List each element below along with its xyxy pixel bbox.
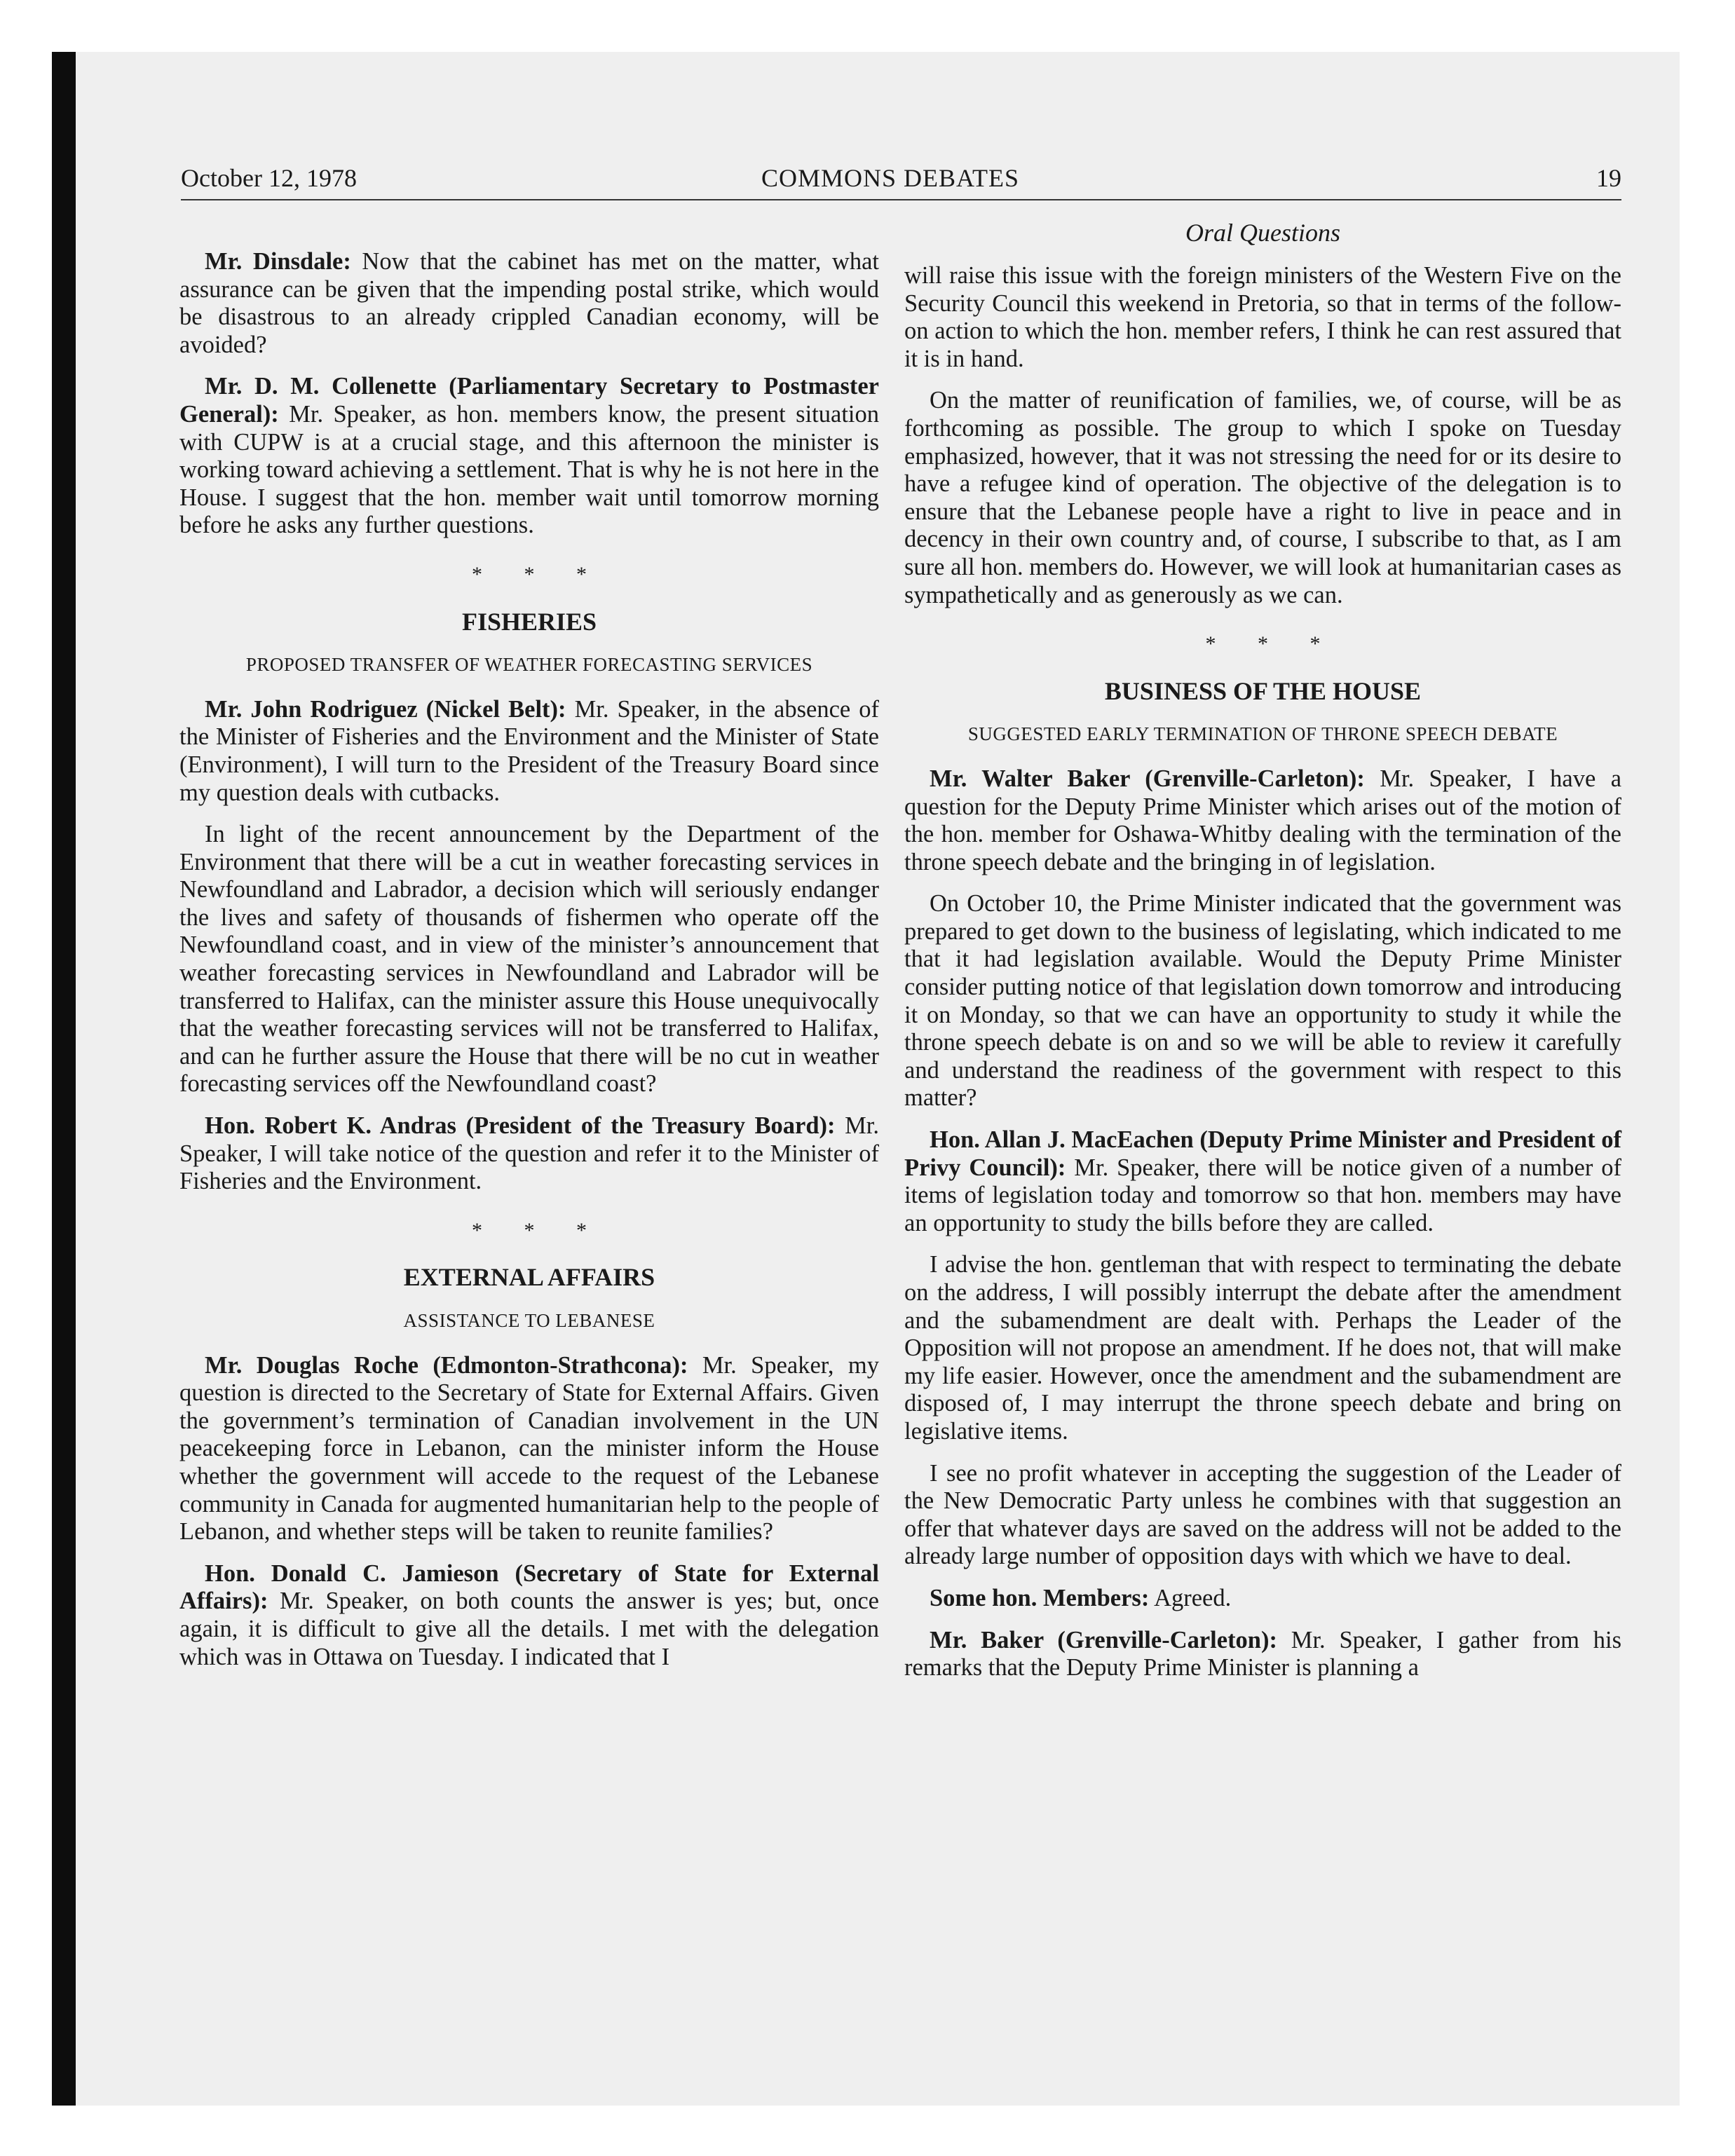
paragraph	[904, 1126, 1621, 1237]
paragraph-continued: will raise this issue with the foreign ministers of the Western Five on the Security Council this weekend in Pretoria, so that in terms of the follow-on action to which the hon. member refers, I think he can rest assured that it is in hand.	[904, 262, 1621, 372]
left-column	[179, 248, 879, 1685]
speech-text: Mr. Speaker, I gather from his remarks that the Deputy Prime Minister is planning a	[904, 1626, 1621, 1681]
paragraph	[179, 248, 879, 359]
section-separator: * * *	[472, 1218, 605, 1242]
speaker-name: Hon. Donald C. Jamieson (Secretary of State for External Affairs):	[179, 1560, 879, 1615]
speech-text: Mr. Speaker, there will be notice given of a number of items of legislation today and tomorrow so that hon. members may have an opportunity to study the bills before they are called.	[904, 1154, 1621, 1236]
speech-text: Now that the cabinet has met on the matter, what assurance can be given that the impending postal strike, which would be disastrous to an already crippled Canadian economy, will be avoided?	[179, 248, 879, 358]
subsection-heading: PROPOSED TRANSFER OF WEATHER FORECASTING SERVICES	[245, 654, 813, 676]
paragraph	[179, 1352, 879, 1546]
speaker-name: Mr. John Rodriguez (Nickel Belt):	[205, 695, 566, 723]
paragraph	[179, 1112, 879, 1196]
header-title: COMMONS DEBATES	[761, 164, 1020, 192]
paragraph: I advise the hon. gentleman that with respect to terminating the debate on the address, I will possibly interrupt the debate after the amendment and the subamendment are dealt with. Perhaps the Leader of the Opposition will not propose an amendment. If he does not, that will make my life easier. However, once the amendment and the subamendment are disposed of, I may interrupt the throne speech debate and bring on legislative items.	[904, 1251, 1621, 1445]
speech-text: Mr. Speaker, I have a question for the Deputy Prime Minister which arises out of the motion of the hon. member for Oshawa-Whitby dealing with the termination of the throne speech debate and the bringing in of legislation.	[904, 765, 1622, 875]
speaker-name: Mr. Walter Baker (Grenville-Carleton):	[930, 765, 1365, 792]
running-head: Oral Questions	[1185, 219, 1340, 247]
section-heading: EXTERNAL AFFAIRS	[403, 1263, 655, 1292]
speaker-name: Hon. Allan J. MacEachen (Deputy Prime Minister and President of Privy Council):	[904, 1126, 1621, 1181]
paragraph	[179, 696, 879, 807]
paragraph	[904, 1627, 1621, 1682]
speaker-name: Mr. D. M. Collenette (Parliamentary Secretary to Postmaster General):	[179, 373, 879, 428]
speaker-name: Mr. Dinsdale:	[205, 248, 351, 275]
speaker-name: Mr. Douglas Roche (Edmonton-Strathcona):	[205, 1351, 688, 1379]
speech-text: Mr. Speaker, I will take notice of the question and refer it to the Minister of Fisheries and the Environment.	[179, 1112, 879, 1195]
header-rule	[181, 199, 1621, 200]
subsection-heading: ASSISTANCE TO LEBANESE	[403, 1310, 655, 1331]
speech-text: Mr. Speaker, in the absence of the Minister of Fisheries and the Environment and the Minister of State (Environment), I will turn to the President of the Treasury Board since my question deals with cutbacks.	[179, 695, 879, 806]
section-heading: BUSINESS OF THE HOUSE	[1104, 676, 1422, 705]
paragraph	[904, 1585, 1621, 1613]
speaker-name: Hon. Robert K. Andras (President of the Treasury Board):	[205, 1112, 836, 1140]
page-number: 19	[1596, 164, 1621, 192]
header-date: October 12, 1978	[181, 164, 357, 192]
paragraph	[179, 373, 879, 540]
speech-text: Mr. Speaker, on both counts the answer is yes; but, once again, it is difficult to give all the details. I met with the delegation which was in Ottawa on Tuesday. I indicated that I	[179, 1588, 879, 1670]
section-separator: * * *	[472, 562, 605, 586]
scan-edge-shadow	[52, 52, 76, 2106]
speaker-name: Some hon. Members:	[930, 1584, 1150, 1611]
speech-text: Agreed.	[1149, 1584, 1232, 1611]
speech-text: Mr. Speaker, my question is directed to the Secretary of State for External Affairs. Given the government’s termination of Canadian involvement in the UN peacekeeping force in Lebanon, can the minister inform the House whether the government will accede to the request of the Lebanese community in Canada for augmented humanitarian help to the people of Lebanon, and whether steps will be taken to reunite families?	[179, 1351, 879, 1546]
speech-text: Mr. Speaker, as hon. members know, the present situation with CUPW is at a crucial stage, and this afternoon the minister is working toward achieving a settlement. That is why he is not here in the House. I suggest that the hon. member wait until tomorrow morning before he asks any further questions.	[179, 400, 879, 539]
section-separator: * * *	[1205, 632, 1339, 656]
speaker-name: Mr. Baker (Grenville-Carleton):	[930, 1626, 1277, 1653]
paragraph: I see no profit whatever in accepting the suggestion of the Leader of the New Democratic Party unless he combines with that suggestion an offer that whatever days are saved on the address will not be added to the already large number of opposition days with which we have to deal.	[904, 1459, 1621, 1570]
subsection-heading: SUGGESTED EARLY TERMINATION OF THRONE SPEECH DEBATE	[967, 723, 1558, 745]
paragraph: On the matter of reunification of families, we, of course, will be as forthcoming as possible. The group to which I spoke on Tuesday emphasized, however, that it was not stressing the need for or its desire to have a refugee kind of operation. The objective of the delegation is to ensure that the Lebanese people have a right to live in peace and in decency in their own country and, of course, I subscribe to that, as I am sure all hon. members do. However, we will look at humanitarian cases as sympathetically and as generously as we can.	[904, 387, 1621, 608]
paragraph: In light of the recent announcement by the Department of the Environment that there will be a cut in weather forecasting services in Newfoundland and Labrador, a decision which will seriously endanger the lives and safety of thousands of fishermen who operate off the Newfoundland coast, and in view of the minister’s announcement that weather forecasting services in Newfoundland and Labrador will be transferred to Halifax, can the minister assure this House unequivocally that the weather forecasting services will not be transferred to Halifax, and can he further assure the House that there will be no cut in weather forecasting services off the Newfoundland coast?	[179, 821, 879, 1098]
section-heading: FISHERIES	[461, 607, 597, 636]
paragraph	[904, 765, 1621, 876]
paragraph: On October 10, the Prime Minister indicated that the government was prepared to get down to the business of legislating, which indicated to me that it had legislation available. Would the Deputy Prime Minister consider putting notice of that legislation down tomorrow and introducing it on Monday, so that we can have an opportunity to study it while the throne speech debate is on and so we will be able to review it carefully and understand the readiness of the government with respect to this matter?	[904, 890, 1621, 1112]
right-column	[904, 262, 1621, 1696]
paragraph	[179, 1560, 879, 1671]
